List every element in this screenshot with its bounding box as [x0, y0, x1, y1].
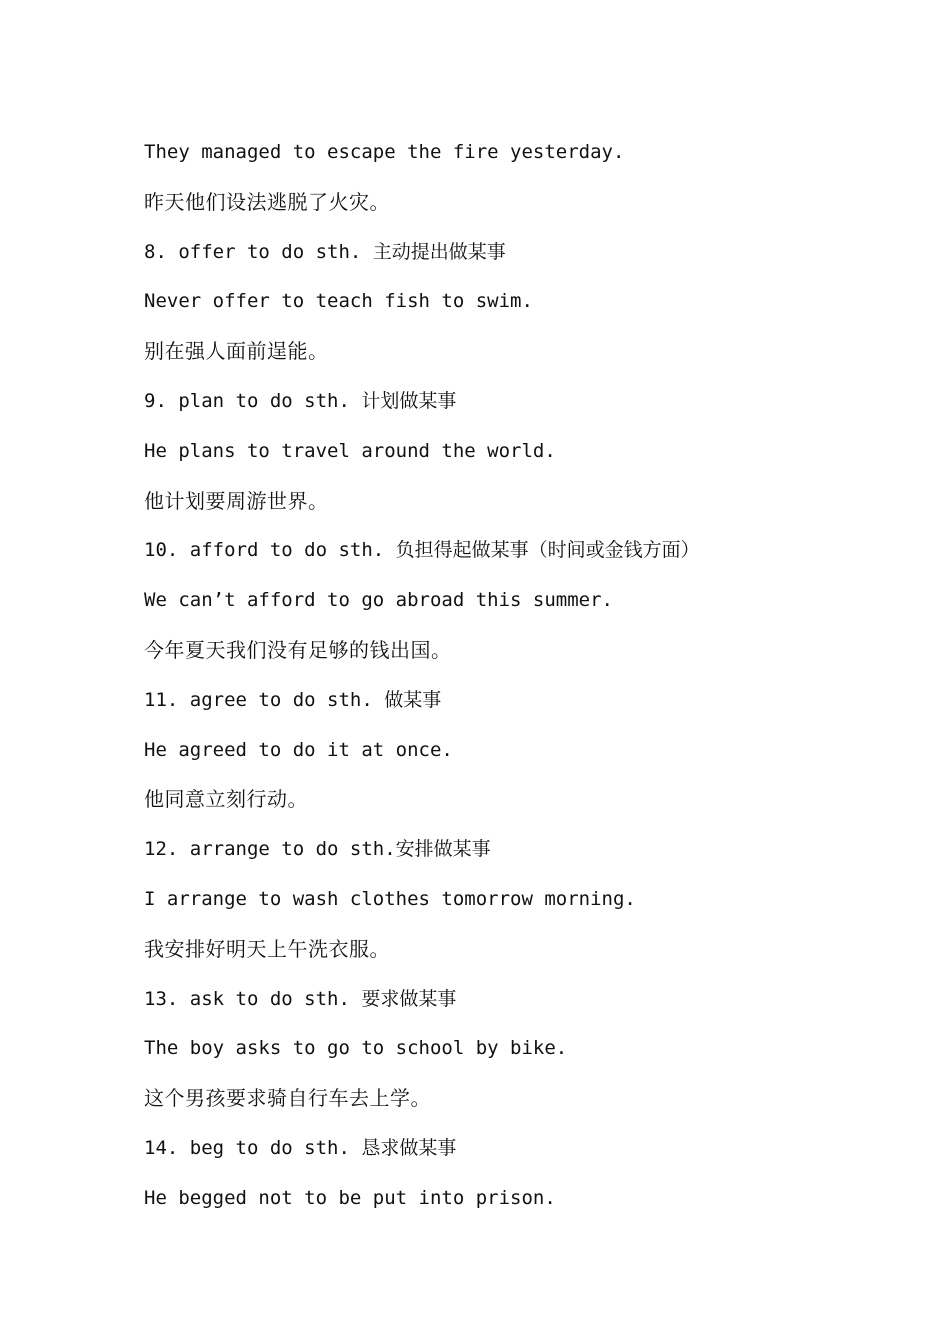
example-translation-cn: 昨天他们设法逃脱了火灾。 — [144, 189, 390, 214]
example-sentence-en: He begged not to be put into prison. — [144, 1186, 556, 1209]
phrase-heading-11: 11. agree to do sth. 做某事 — [144, 688, 442, 711]
example-sentence-en: He agreed to do it at once. — [144, 738, 453, 761]
example-translation-cn: 他计划要周游世界。 — [144, 488, 329, 513]
example-sentence-en: They managed to escape the fire yesterday. — [144, 141, 625, 163]
example-translation-cn: 这个男孩要求骑自行车去上学。 — [144, 1086, 431, 1111]
document-body — [144, 134, 924, 1230]
example-sentence-en: Never offer to teach fish to swim. — [144, 290, 533, 313]
example-translation-cn: 我安排好明天上午洗衣服。 — [144, 936, 390, 961]
example-translation-cn: 今年夏天我们没有足够的钱出国。 — [144, 637, 452, 662]
example-sentence-en: I arrange to wash clothes tomorrow morning. — [144, 887, 636, 910]
phrase-heading-14: 14. beg to do sth. 恳求做某事 — [144, 1136, 457, 1159]
phrase-heading-9: 9. plan to do sth. 计划做某事 — [144, 389, 457, 412]
example-translation-cn: 别在强人面前逞能。 — [144, 339, 329, 364]
phrase-heading-8: 8. offer to do sth. 主动提出做某事 — [144, 240, 506, 263]
example-sentence-en: The boy asks to go to school by bike. — [144, 1037, 568, 1060]
example-sentence-en: He plans to travel around the world. — [144, 439, 556, 462]
phrase-heading-13: 13. ask to do sth. 要求做某事 — [144, 987, 457, 1010]
example-translation-cn: 他同意立刻行动。 — [144, 787, 308, 812]
phrase-heading-12: 12. arrange to do sth.安排做某事 — [144, 838, 491, 861]
phrase-heading-10: 10. afford to do sth. 负担得起做某事（时间或金钱方面） — [144, 539, 700, 562]
example-sentence-en: We can’t afford to go abroad this summer. — [144, 589, 613, 612]
